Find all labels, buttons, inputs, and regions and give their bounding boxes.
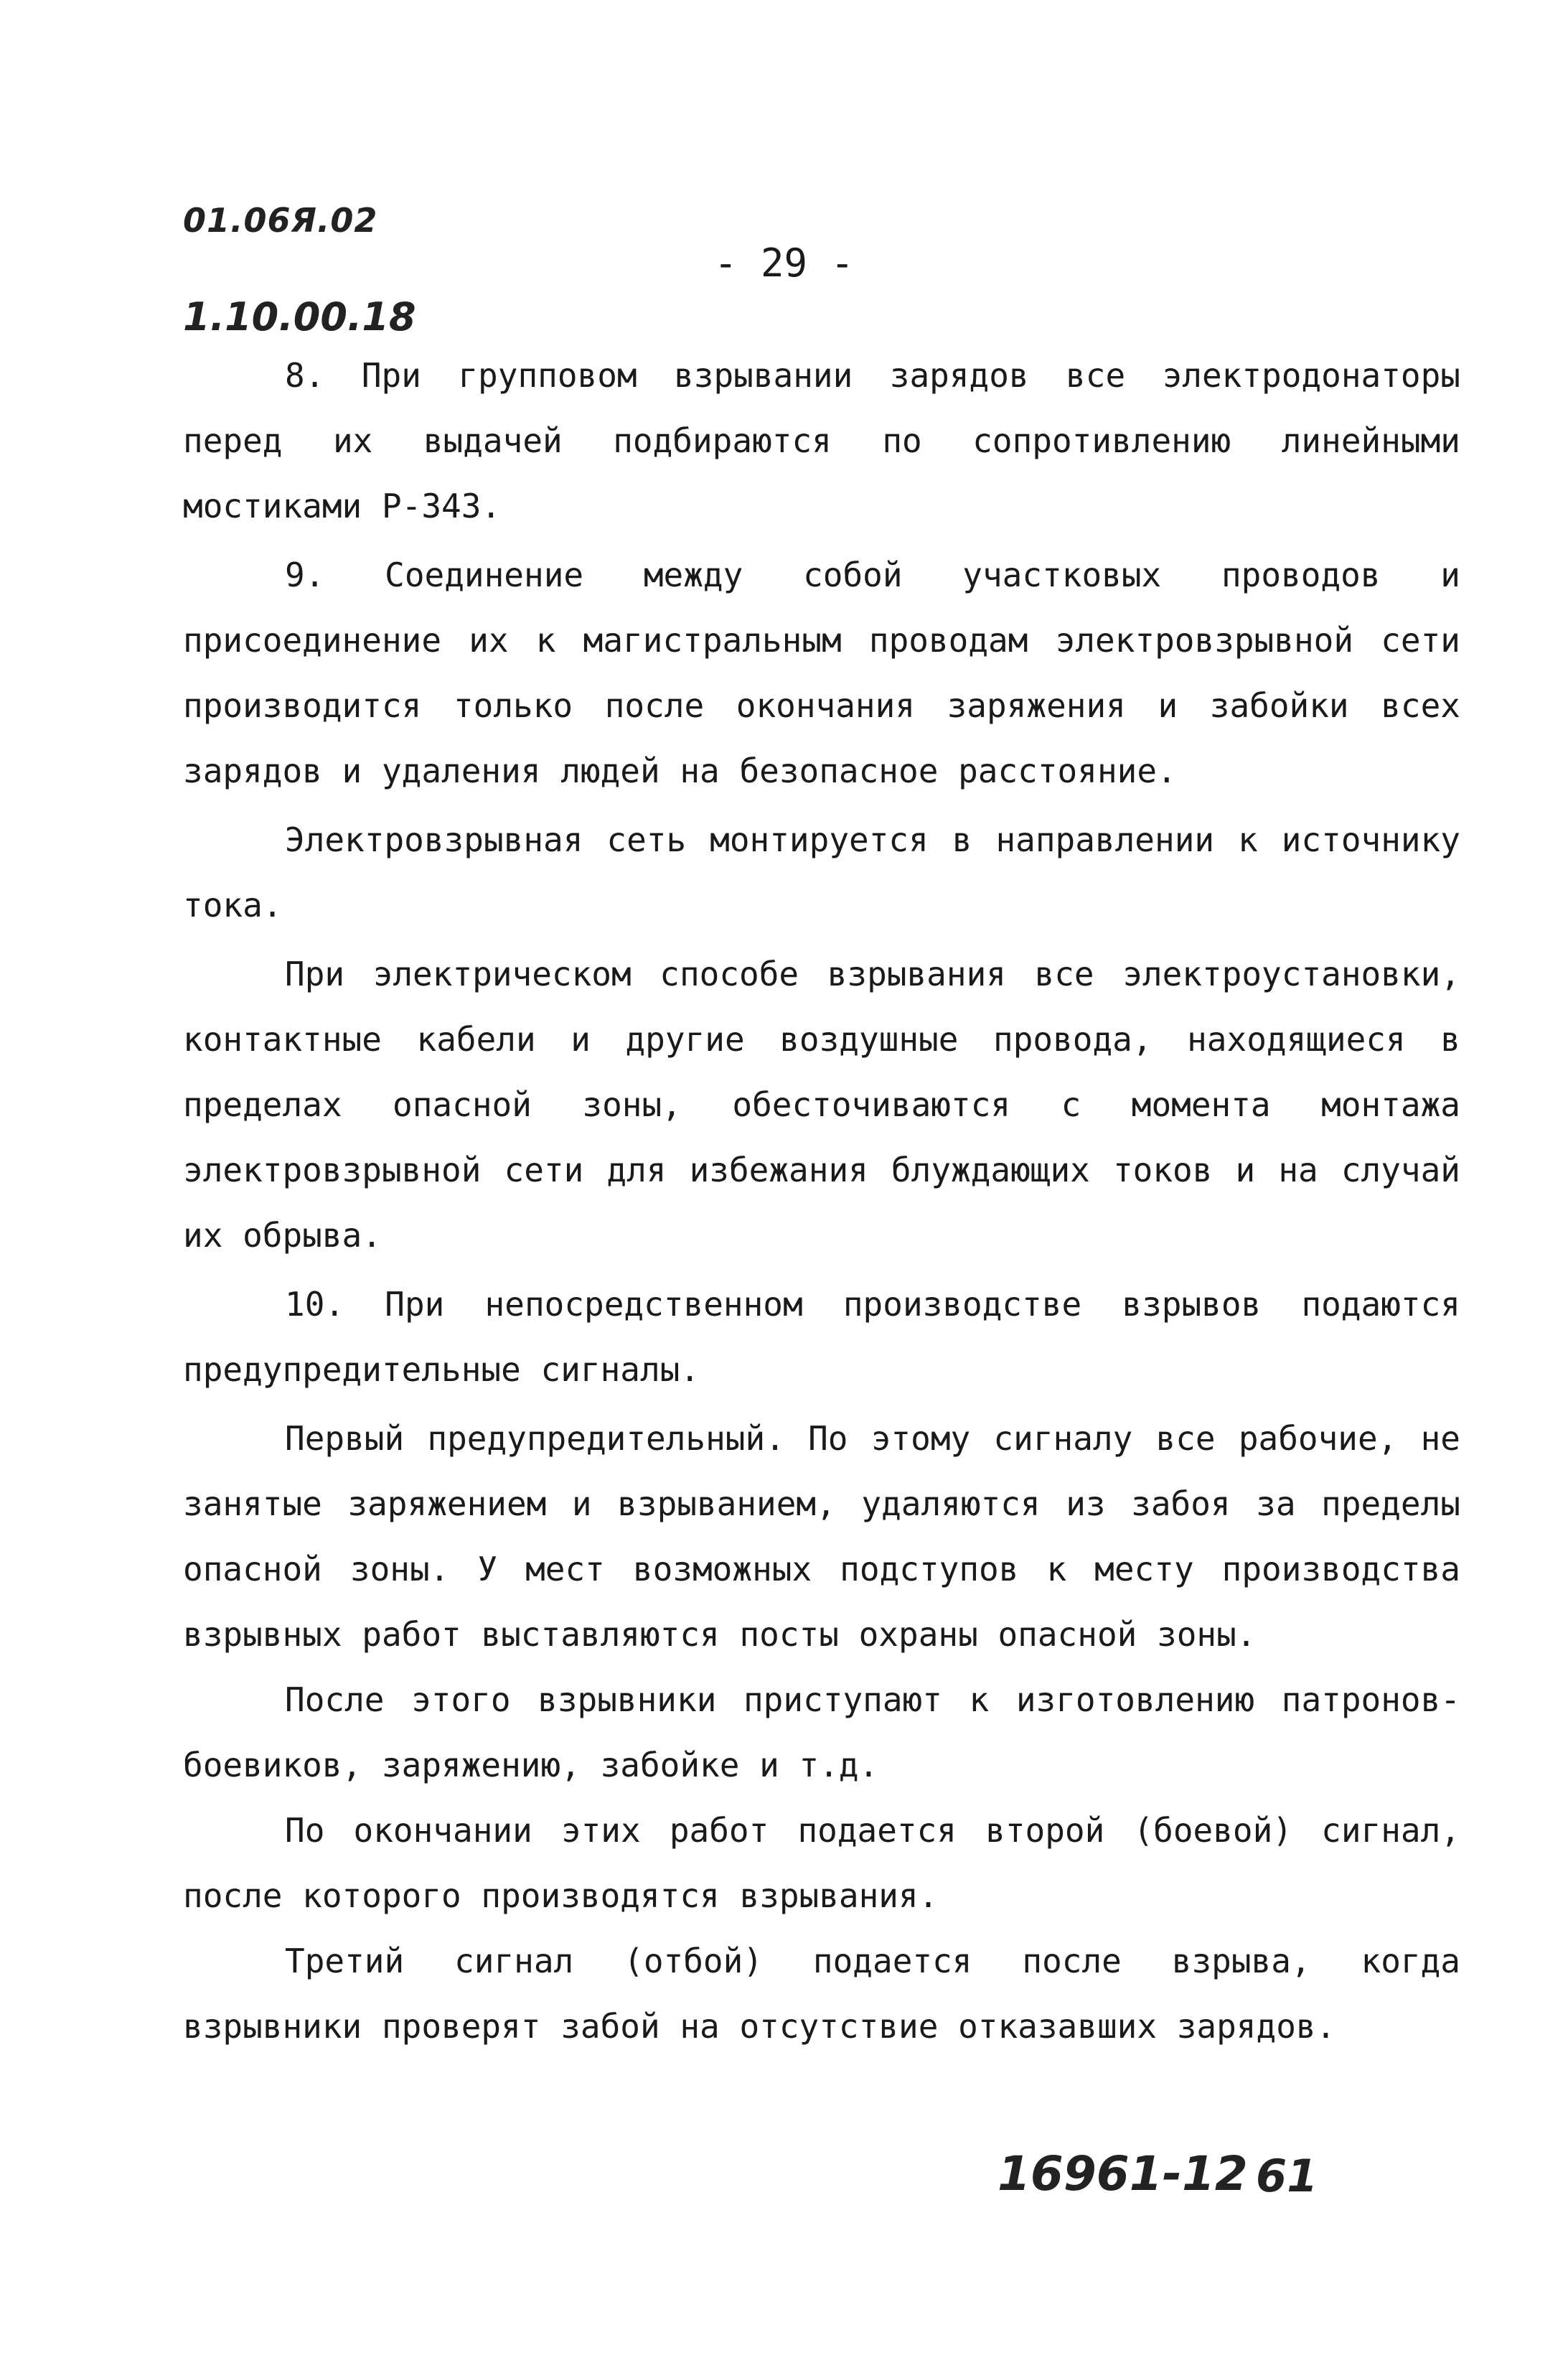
archive-code-bottom: 1.10.00.18 bbox=[183, 294, 416, 340]
sheet-number: 61 bbox=[1256, 2150, 1318, 2202]
paragraph-8: 8. При групповом взрывании зарядов все электродонаторы перед их выдачей подбираются по сопротивлению линейными мостиками Р-343. bbox=[183, 356, 1460, 525]
paragraph-10: 10. При непосредственном производстве взрывов подаются предупредительные сигналы. bbox=[183, 1285, 1460, 1389]
paragraph-electrical-method: При электрическом способе взрывания все электроустановки, контактные кабели и другие воздушные провода, находящиеся в пределах опасной зоны, обесточиваются с момента монтажа электровзрывной сети для избежания блуждающих токов и на случай их обрыва. bbox=[183, 955, 1460, 1255]
page-number: - 29 - bbox=[713, 240, 855, 286]
paragraph-third-signal: Третий сигнал (отбой) подается после взрыва, когда взрывники проверят забой на отсутствие отказавших зарядов. bbox=[183, 1942, 1460, 2046]
document-body bbox=[183, 343, 1460, 2059]
paragraph-first-signal: Первый предупредительный. По этому сигналу все рабочие, не занятые заряжением и взрыванием, удаляются из забоя за пределы опасной зоны. У мест возможных подступов к месту производства взрывных работ выставляются посты охраны опасной зоны. bbox=[183, 1419, 1460, 1654]
archive-code-top: 01.06Я.02 bbox=[183, 201, 378, 240]
document-number: 16961-12 bbox=[997, 2146, 1248, 2201]
paragraph-network-direction: Электровзрывная сеть монтируется в направлении к источнику тока. bbox=[183, 820, 1460, 925]
paragraph-9: 9. Соединение между собой участковых проводов и присоединение их к магистральным проводам электровзрывной сети производится только после окончания заряжения и забойки всех зарядов и удаления людей на безопасное расстояние. bbox=[183, 556, 1460, 790]
paragraph-preparation: После этого взрывники приступают к изготовлению патронов-боевиков, заряжению, забойке и т.д. bbox=[183, 1680, 1460, 1784]
paragraph-second-signal: По окончании этих работ подается второй (боевой) сигнал, после которого производятся взрывания. bbox=[183, 1811, 1460, 1915]
